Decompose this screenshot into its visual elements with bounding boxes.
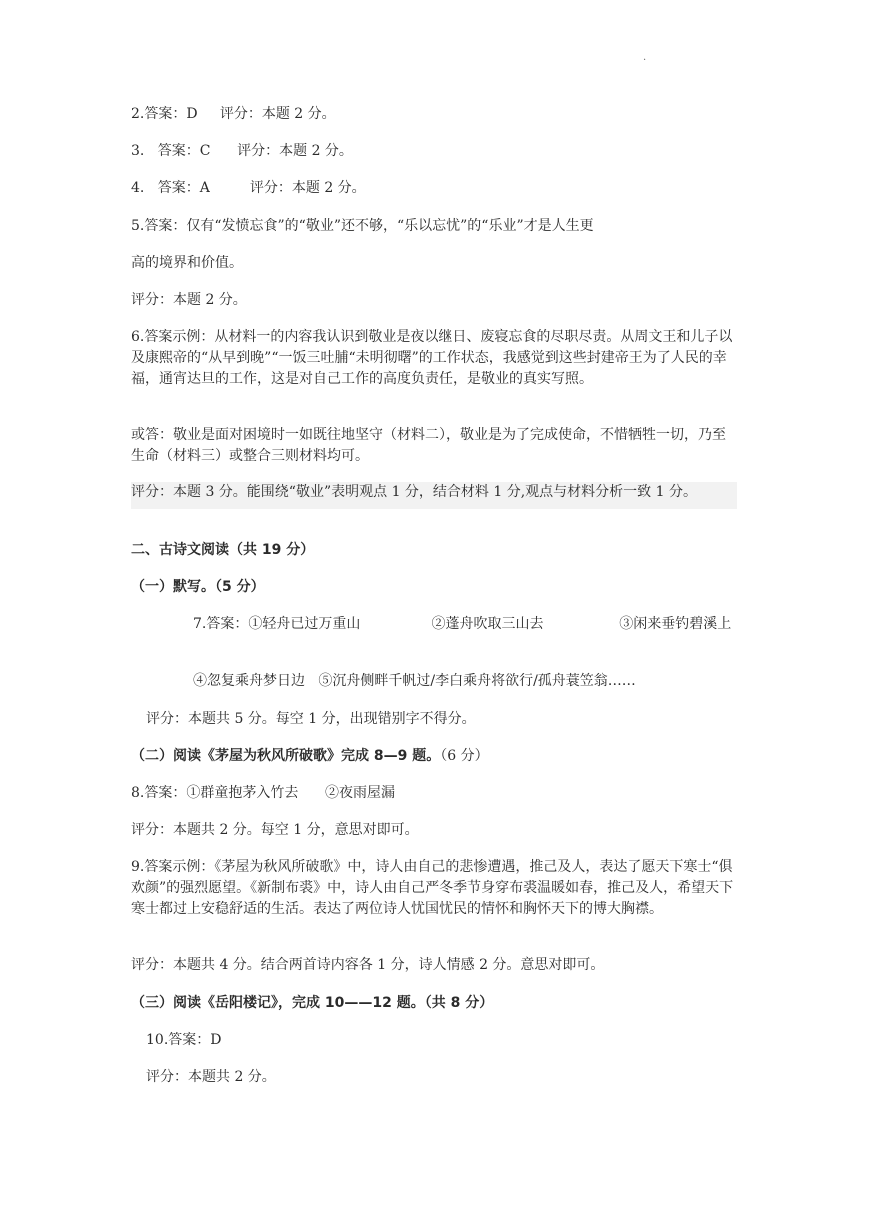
subsection-1-heading: （一）默写。（5 分） — [131, 579, 265, 595]
answer-6-alternative: 或答：敬业是面对困境时一如既往地坚守（材料二），敬业是为了完成使命，不惜牺牲一切，乃至生命（材料三）或整合三则材料均可。 — [131, 427, 726, 464]
subsection-2-title: （二）阅读《茅屋为秋风所破歌》完成 8—9 题。 — [131, 748, 441, 764]
page-dot: . — [643, 52, 647, 63]
answer-7-line1: 7.答案：①轻舟已过万重山 ②蓬舟吹取三山去 ③闲来垂钓碧溪上 — [193, 616, 732, 632]
subsection-2-heading — [131, 746, 737, 767]
answer-7-line2: ④忽复乘舟梦日边 ⑤沉舟侧畔千帆过/李白乘舟将欲行/孤舟蓑笠翁…… — [193, 673, 636, 689]
subsection-2-points: （6 分） — [440, 748, 489, 764]
answer-10-score: 评分：本题共 2 分。 — [146, 1069, 276, 1085]
answer-9: 9.答案示例：《茅屋为秋风所破歌》中，诗人由自己的悲惨遭遇，推己及人，表达了愿天下寒士“俱欢颜”的强烈愿望。《新制布裘》中，诗人由自己严冬季节身穿布裘温暖如春，推己及人，希望天下寒士都过上安稳舒适的生活。表达了两位诗人忧国忧民的情怀和胸怀天下的博大胸襟。 — [131, 859, 734, 917]
section-2-heading: 二、古诗文阅读（共 19 分） — [131, 542, 315, 558]
answer-5-line1: 5.答案：仅有“发愤忘食”的“敬业”还不够，“乐以忘忧”的“乐业”才是人生更 — [131, 218, 594, 234]
answer-2: 2.答案：D 评分：本题 2 分。 — [131, 106, 336, 122]
answer-3: 3. 答案：C 评分：本题 2 分。 — [131, 143, 353, 159]
answer-5-score: 评分：本题 2 分。 — [131, 292, 247, 308]
answer-9-score: 评分：本题共 4 分。结合两首诗内容各 1 分，诗人情感 2 分。意思对即可。 — [131, 957, 605, 973]
answer-4: 4. 答案：A 评分：本题 2 分。 — [131, 180, 366, 196]
answer-7-score: 评分：本题共 5 分。每空 1 分，出现错别字不得分。 — [146, 711, 476, 727]
answer-10: 10.答案：D — [146, 1032, 222, 1048]
answer-6-score: 评分：本题 3 分。能围绕“敬业”表明观点 1 分，结合材料 1 分,观点与材料分析一致 1 分。 — [131, 482, 737, 509]
subsection-3-heading: （三）阅读《岳阳楼记》，完成 10——12 题。（共 8 分） — [131, 995, 494, 1011]
answer-6: 6.答案示例：从材料一的内容我认识到敬业是夜以继日、废寝忘食的尽职尽责。从周文王和儿子以及康熙帝的“从早到晚”“一饭三吐脯“未明彻曙”的工作状态，我感觉到这些封建帝王为了人民的幸福，通宵达旦的工作，这是对自己工作的高度负责任，是敬业的真实写照。 — [131, 329, 733, 387]
answer-8-score: 评分：本题共 2 分。每空 1 分，意思对即可。 — [131, 822, 419, 838]
answer-5-line2: 高的境界和价值。 — [131, 255, 243, 271]
answer-8: 8.答案：①群童抱茅入竹去 ②夜雨屋漏 — [131, 785, 396, 801]
